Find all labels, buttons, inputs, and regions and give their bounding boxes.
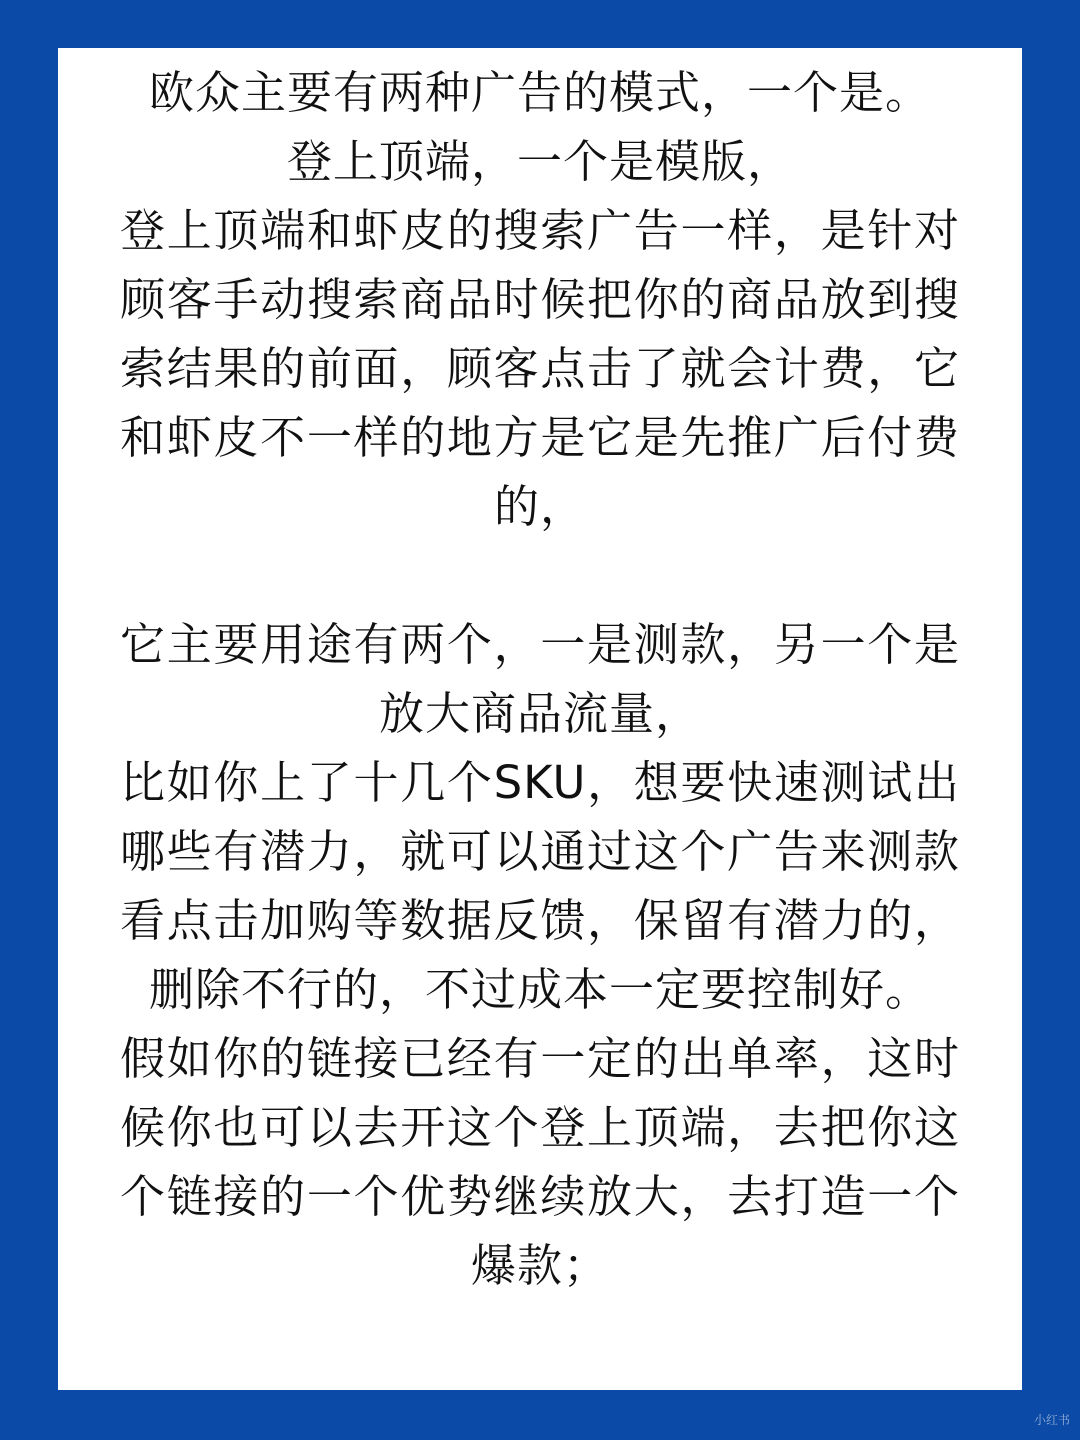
paragraph-testing: 比如你上了十几个SKU，想要快速测试出哪些有潜力，就可以通过这个广告来测款看点击加购等数据反馈，保留有潜力的，删除不行的，不过成本一定要控制好。	[120, 756, 960, 1016]
watermark-logo: 小红书	[1033, 1413, 1070, 1427]
paragraph-amplify: 假如你的链接已经有一定的出单率，这时候你也可以去开这个登上顶端，去把你这个链接的一个优势继续放大，去打造一个爆款；	[120, 1032, 960, 1292]
paragraph-two-types: 登上顶端，一个是模版，	[286, 135, 793, 188]
paragraph-gap	[120, 541, 960, 610]
paragraph-top-listing: 登上顶端和虾皮的搜索广告一样，是针对顾客手动搜索商品时候把你的商品放到搜索结果的前面，顾客点击了就会计费，它和虾皮不一样的地方是它是先推广后付费的，	[120, 204, 960, 533]
paragraph-main-uses: 它主要用途有两个，一是测款，另一个是放大商品流量，	[120, 618, 960, 740]
paragraph-ad-modes: 欧众主要有两种广告的模式，一个是。	[148, 66, 931, 119]
content-card	[58, 48, 1022, 1390]
